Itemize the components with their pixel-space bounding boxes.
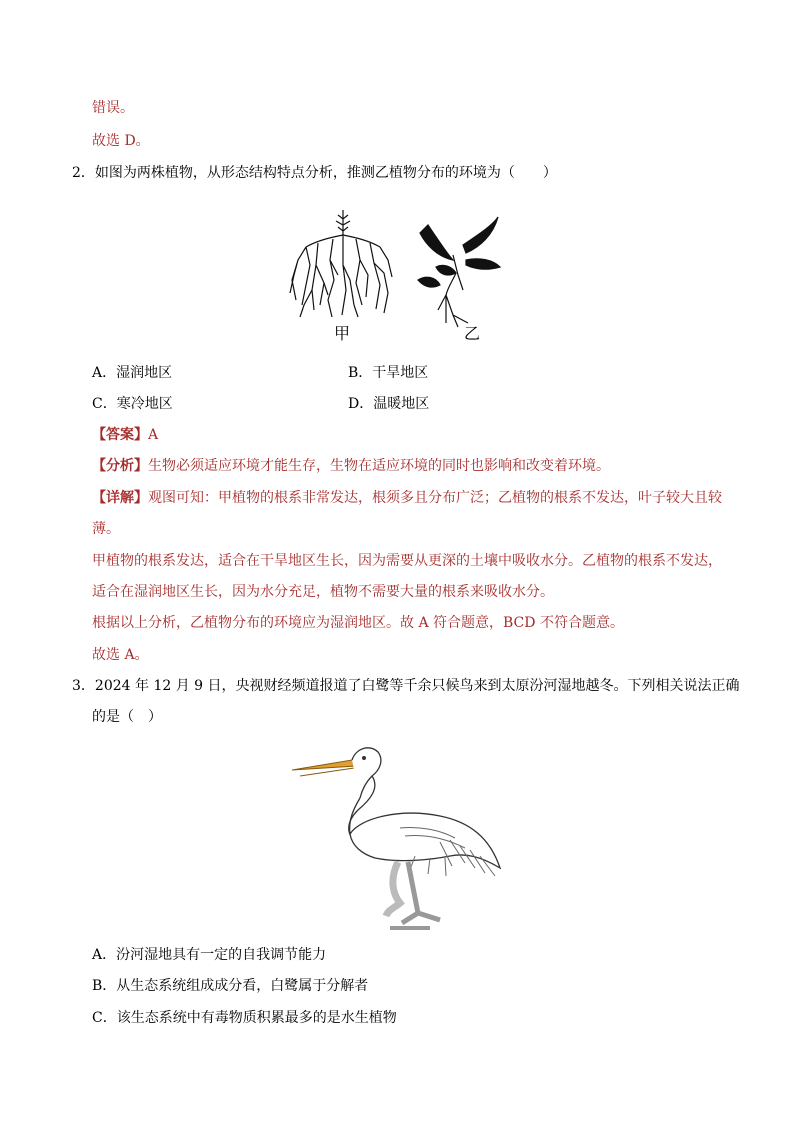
option-key: A． bbox=[92, 365, 117, 381]
option-d[interactable] bbox=[348, 394, 429, 414]
option-key: B． bbox=[92, 978, 117, 994]
plant-jia-drawing bbox=[290, 210, 392, 317]
option-key: A． bbox=[92, 947, 117, 963]
option-b[interactable] bbox=[92, 976, 368, 996]
option-text: 干旱地区 bbox=[372, 365, 429, 381]
detail-tag: 【详解】 bbox=[92, 490, 148, 506]
option-b[interactable] bbox=[348, 363, 428, 383]
option-c[interactable] bbox=[92, 394, 173, 414]
question-number: 3． bbox=[72, 678, 95, 694]
plant-yi-drawing bbox=[418, 217, 500, 327]
text-line-error: 错误。 bbox=[92, 100, 134, 116]
analysis-line bbox=[92, 456, 610, 476]
detail-line-2b: 适合在湿润地区生长，因为水分充足，植物不需要大量的根系来吸收水分。 bbox=[92, 584, 554, 600]
option-a[interactable] bbox=[92, 363, 172, 383]
option-text: 湿润地区 bbox=[116, 365, 173, 381]
egret-illustration bbox=[290, 738, 505, 938]
option-text: 从生态系统组成成分看，白鹭属于分解者 bbox=[116, 978, 369, 994]
detail-line-2a: 甲植物的根系发达，适合在干旱地区生长，因为需要从更深的土壤中吸收水分。乙植物的根系不发达， bbox=[92, 553, 722, 569]
detail-line-1b: 薄。 bbox=[92, 521, 120, 537]
analysis-text: 生物必须适应环境才能生存，生物在适应环境的同时也影响和改变着环境。 bbox=[148, 458, 610, 474]
option-text: 汾河湿地具有一定的自我调节能力 bbox=[116, 947, 327, 963]
option-key: D． bbox=[348, 396, 374, 412]
figure-label-yi: 乙 bbox=[464, 324, 481, 343]
option-key: C． bbox=[92, 1010, 117, 1026]
option-c[interactable] bbox=[92, 1008, 397, 1028]
question-stem-text: 2024 年 12 月 9 日，央视财经频道报道了白鹭等千余只候鸟来到太原汾河湿地越冬。下列相关说法正确 bbox=[94, 678, 740, 694]
option-text: 温暖地区 bbox=[373, 396, 430, 412]
answer-tag: 【答案】 bbox=[92, 427, 148, 443]
question-number: 2． bbox=[72, 165, 95, 181]
text-line-choose-d: 故选 D。 bbox=[92, 133, 150, 149]
plants-figure bbox=[288, 205, 508, 345]
egret-figure bbox=[290, 738, 505, 938]
option-text: 寒冷地区 bbox=[116, 396, 173, 412]
analysis-tag: 【分析】 bbox=[92, 458, 148, 474]
question-stem-text: 如图为两株植物，从形态结构特点分析，推测乙植物分布的环境为（ ） bbox=[94, 165, 557, 181]
detail-text: 观图可知：甲植物的根系非常发达，根须多且分布广泛；乙植物的根系不发达，叶子较大且较 bbox=[148, 490, 722, 506]
option-text: 该生态系统中有毒物质积累最多的是水生植物 bbox=[116, 1010, 397, 1026]
conclusion-line: 故选 A。 bbox=[92, 647, 149, 663]
option-key: C． bbox=[92, 396, 117, 412]
question-3-stem-cont: 的是（ ） bbox=[92, 709, 162, 725]
plants-illustration bbox=[288, 205, 508, 345]
answer-value: A bbox=[148, 427, 159, 443]
question-2-stem bbox=[72, 163, 557, 183]
detail-line-1 bbox=[92, 488, 722, 508]
answer-line bbox=[92, 425, 158, 445]
figure-label-jia: 甲 bbox=[334, 324, 351, 343]
option-a[interactable] bbox=[92, 945, 326, 965]
option-key: B． bbox=[348, 365, 373, 381]
question-3-stem bbox=[72, 676, 740, 696]
detail-line-3: 根据以上分析，乙植物分布的环境应为湿润地区。故 A 符合题意，BCD 不符合题意。 bbox=[92, 615, 624, 631]
